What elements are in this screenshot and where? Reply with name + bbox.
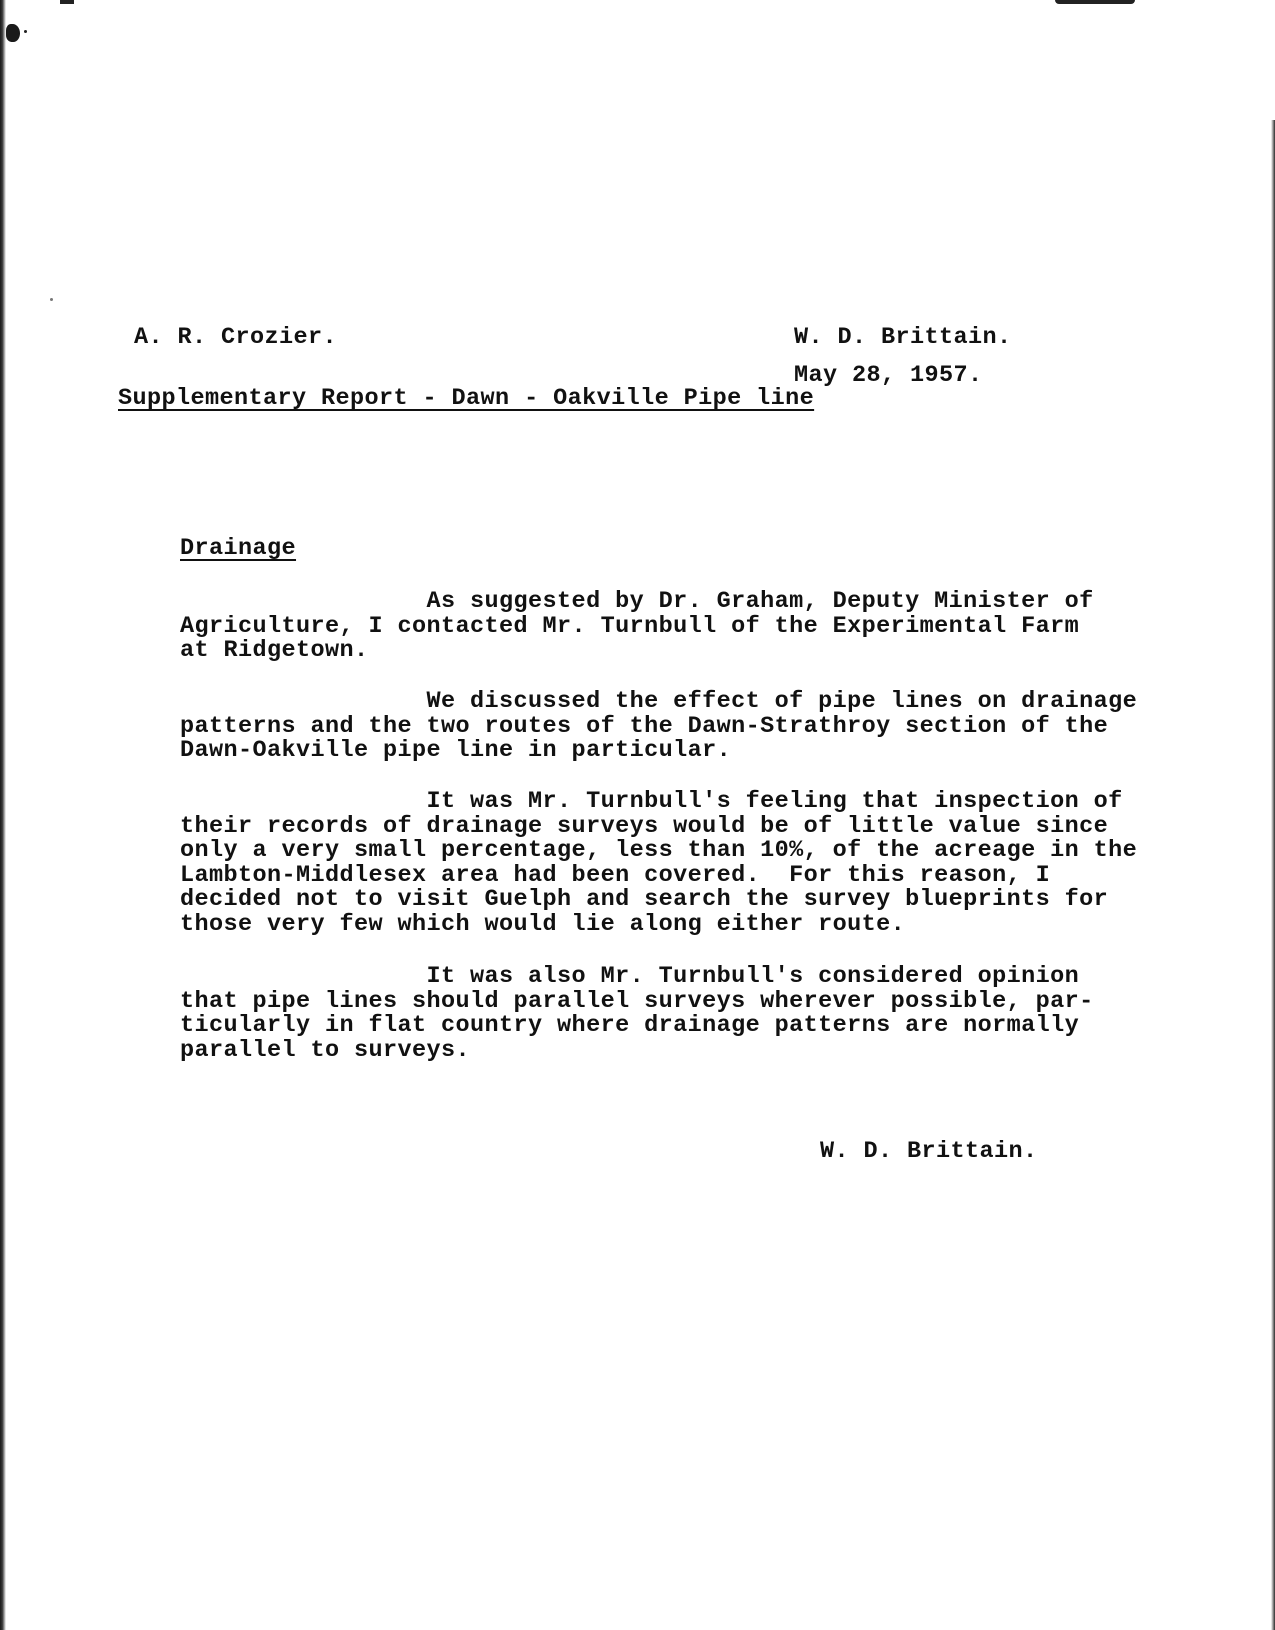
memo-date: May 28, 1957. — [794, 362, 983, 389]
section-heading: Drainage — [180, 535, 297, 562]
scan-edge-left — [0, 0, 6, 1630]
paragraph-4: It was also Mr. Turnbull's considered opinion that pipe lines should parallel surveys wherever possible, par- ticularly in flat country where drainage patterns are normally parallel to surveys. — [180, 963, 1094, 1064]
paragraph-1: As suggested by Dr. Graham, Deputy Minister of Agriculture, I contacted Mr. Turnbull of the Experimental Farm at Ridgetown. — [180, 588, 1094, 664]
scan-edge-top — [1055, 0, 1135, 4]
paragraph-3: It was Mr. Turnbull's feeling that inspection of their records of drainage surveys would be of little value since only a very small percentage, less than 10%, of the acreage in the Lambton-Middlesex area had been covered. For this reason, I decided not to visit Guelph and search the survey blueprints for those very few which would lie along either route. — [180, 788, 1138, 938]
signature: W. D. Brittain. — [820, 1138, 1038, 1165]
memo-to: W. D. Brittain. — [794, 324, 1012, 351]
scan-speck — [50, 298, 53, 301]
paragraph-2: We discussed the effect of pipe lines on drainage patterns and the two routes of the Dawn-Strathroy section of the Dawn-Oakville pipe line in particular. — [180, 688, 1138, 764]
scan-edge-top-left — [60, 0, 74, 4]
ink-blot — [6, 24, 20, 42]
ink-dot — [24, 30, 27, 33]
memo-from: A. R. Crozier. — [134, 324, 338, 351]
scan-edge-right — [1271, 120, 1275, 1630]
memo-subject: Supplementary Report - Dawn - Oakville Pipe line — [118, 385, 815, 412]
